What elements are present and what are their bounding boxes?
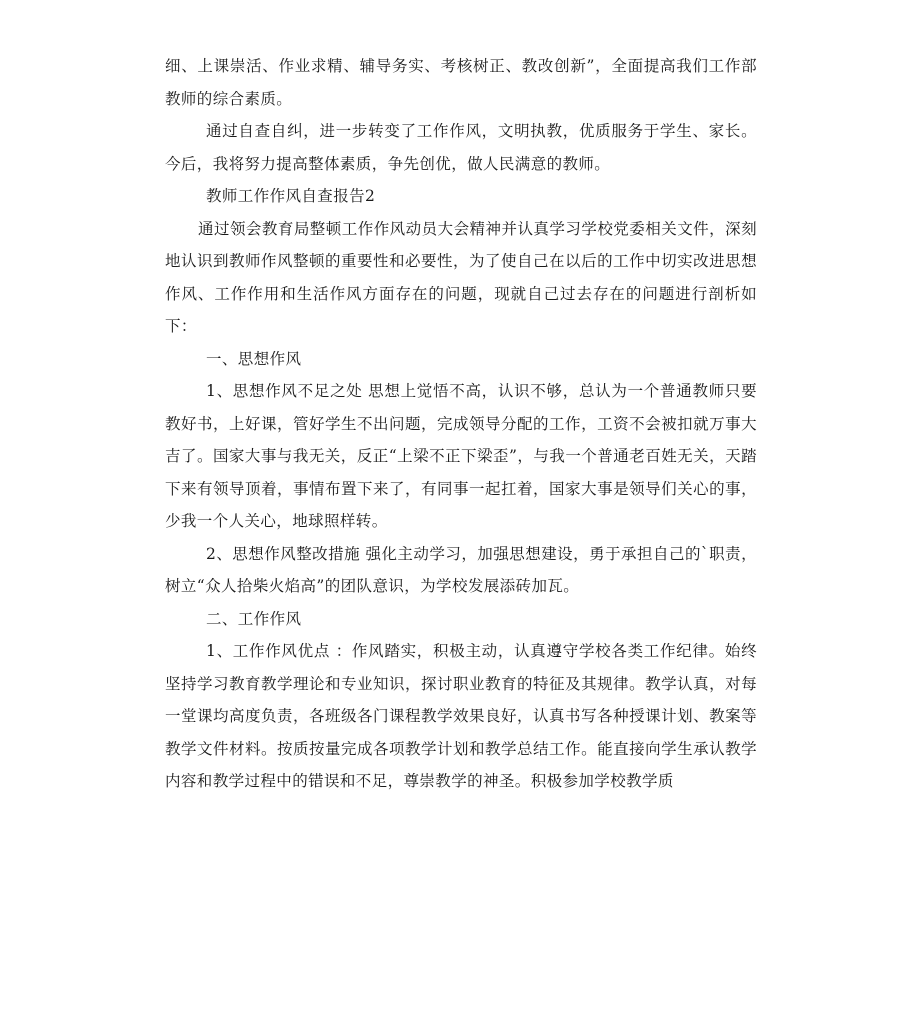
paragraph-thought-shortcomings: 1、思想作风不足之处 思想上觉悟不高，认识不够，总认为一个普通教师只要教好书，上好课，管好学生不出问题，完成领导分配的工作，工资不会被扣就万事大吉了。国家大事与我无关，反正“上梁不正下梁歪”，与我一个普通老百姓无关，天踏下来有领导顶着，事情布置下来了，有同事一起扛着，国家大事是领导们关心的事，少我一个人关心，地球照样转。 [165, 382, 757, 530]
paragraph-thought-measures: 2、思想作风整改措施 强化主动学习，加强思想建设，勇于承担自己的`职责，树立“众人拾柴火焰高”的团队意识，为学校发展添砖加瓦。 [165, 544, 757, 595]
paragraph-self-check-summary: 通过自查自纠，进一步转变了工作作风，文明执教，优质服务于学生、家长。今后，我将努力提高整体素质，争先创优，做人民满意的教师。 [165, 122, 757, 173]
paragraph-continuation: 细、上课崇活、作业求精、辅导务实、考核树正、教改创新”，全面提高我们工作部教师的综合素质。 [165, 57, 757, 108]
section-heading-work: 二、工作作风 [206, 609, 302, 628]
paragraph-intro: 通过领会教育局整顿工作作风动员大会精神并认真学习学校党委相关文件，深刻地认识到教师作风整顿的重要性和必要性，为了使自己在以后的工作中切实改进思想作风、工作作用和生活作风方面存在的问题，现就自己过去存在的问题进行剖析如下： [165, 219, 757, 335]
report-title: 教师工作作风自查报告2 [206, 187, 376, 205]
document-page [165, 50, 757, 798]
paragraph-work-strengths: 1、工作作风优点 ：作风踏实，积极主动，认真遵守学校各类工作纪律。始终坚持学习教育教学理论和专业知识，探讨职业教育的特征及其规律。教学认真，对每一堂课均高度负责，各班级各门课程教学效果良好，认真书写各种授课计划、教案等教学文件材料。按质按量完成各项教学计划和教学总结工作。能直接向学生承认教学内容和教学过程中的错误和不足，尊崇教学的神圣。积极参加学校教学质 [165, 642, 757, 790]
section-heading-thought: 一、思想作风 [206, 349, 302, 368]
